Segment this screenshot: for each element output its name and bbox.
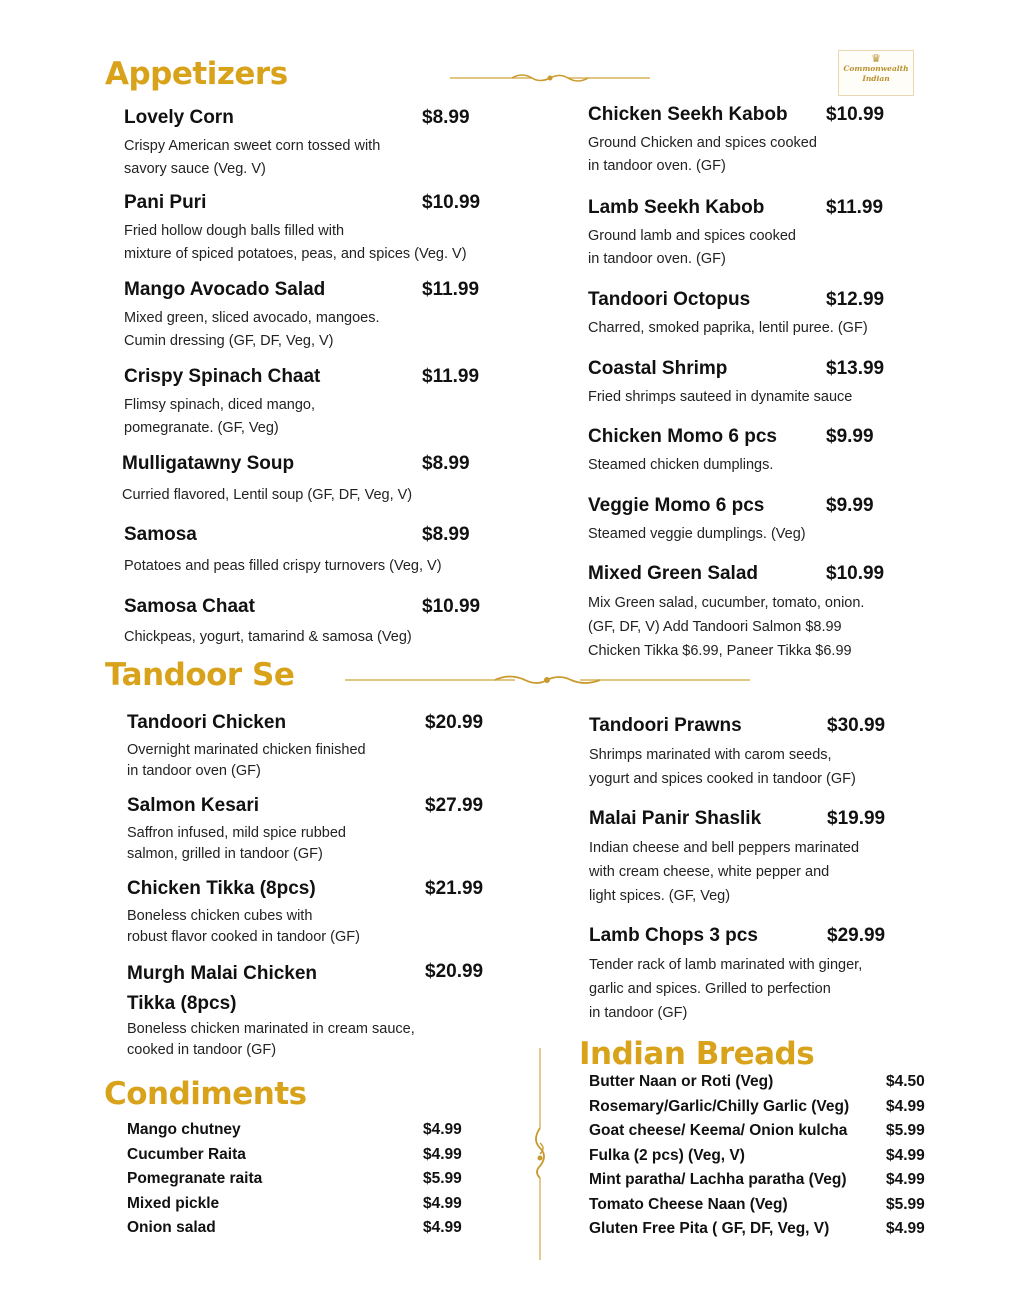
item-price: $11.99 bbox=[422, 279, 480, 300]
menu-item bbox=[122, 453, 502, 507]
item-description: Mix Green salad, cucumber, tomato, onion. (GF, DF, V) Add Tandoori Salmon $8.99 Chicken Tikka $6.99, Paneer Tikka $6.99 bbox=[588, 595, 865, 659]
condiments-list bbox=[127, 1121, 472, 1244]
condiment-name: Cucumber Raita bbox=[127, 1145, 246, 1163]
item-description: Shrimps marinated with carom seeds, yogurt and spices cooked in tandoor (GF) bbox=[589, 747, 856, 787]
menu-item bbox=[124, 107, 504, 181]
item-price: $10.99 bbox=[826, 563, 885, 584]
item-name: Malai Panir Shaslik bbox=[589, 808, 762, 829]
breads-list bbox=[589, 1073, 934, 1245]
item-description: Potatoes and peas filled crispy turnovers (Veg, V) bbox=[124, 558, 442, 574]
item-name: Chicken Momo 6 pcs bbox=[588, 426, 777, 447]
appetizers-divider-ornament bbox=[450, 68, 650, 88]
condiments-title: Condiments bbox=[104, 1076, 307, 1112]
item-name: Lovely Corn bbox=[124, 107, 234, 128]
item-price: $10.99 bbox=[826, 104, 885, 125]
menu-item bbox=[588, 358, 898, 409]
menu-item bbox=[124, 192, 504, 266]
condiment-name: Onion salad bbox=[127, 1219, 216, 1236]
item-description: Crispy American sweet corn tossed with savory sauce (Veg. V) bbox=[124, 138, 381, 177]
crown-icon: ♛ bbox=[871, 52, 881, 65]
item-price: $9.99 bbox=[826, 426, 874, 447]
menu-item bbox=[588, 289, 898, 340]
item-price: $10.99 bbox=[422, 192, 481, 213]
condiment-name: Pomegranate raita bbox=[127, 1170, 263, 1187]
indian-breads-title: Indian Breads bbox=[579, 1036, 815, 1072]
menu-item bbox=[124, 596, 504, 649]
bread-row bbox=[589, 1122, 934, 1147]
item-price: $29.99 bbox=[827, 925, 886, 946]
logo-text-line2: Indian bbox=[862, 74, 890, 83]
appetizers-title: Appetizers bbox=[105, 56, 288, 92]
item-description: Saffron infused, mild spice rubbed salmon, grilled in tandoor (GF) bbox=[127, 825, 346, 862]
item-description: Ground Chicken and spices cooked in tandoor oven. (GF) bbox=[588, 135, 817, 174]
item-price: $20.99 bbox=[425, 961, 484, 982]
menu-item bbox=[124, 279, 504, 353]
bread-row bbox=[589, 1098, 934, 1123]
bread-row bbox=[589, 1220, 934, 1245]
item-name: Crispy Spinach Chaat bbox=[124, 366, 321, 387]
item-name: Samosa bbox=[124, 524, 197, 545]
bread-name: Goat cheese/ Keema/ Onion kulcha bbox=[589, 1122, 848, 1139]
item-price: $9.99 bbox=[826, 495, 874, 516]
item-price: $10.99 bbox=[422, 596, 481, 617]
menu-item bbox=[127, 712, 507, 782]
item-name: Lamb Seekh Kabob bbox=[588, 197, 765, 218]
condiment-row bbox=[127, 1170, 472, 1195]
item-description: Steamed chicken dumplings. bbox=[588, 457, 774, 473]
item-description: Ground lamb and spices cooked in tandoor oven. (GF) bbox=[588, 228, 796, 267]
bread-name: Mint paratha/ Lachha paratha (Veg) bbox=[589, 1171, 847, 1188]
item-name: Chicken Tikka (8pcs) bbox=[127, 878, 316, 899]
bread-row bbox=[589, 1196, 934, 1221]
item-name: Tandoori Chicken bbox=[127, 712, 287, 733]
item-name: Veggie Momo 6 pcs bbox=[588, 495, 765, 516]
item-description: Steamed veggie dumplings. (Veg) bbox=[588, 526, 806, 542]
item-name: Tandoori Prawns bbox=[589, 715, 742, 736]
bread-row bbox=[589, 1073, 934, 1098]
bread-price: $4.99 bbox=[886, 1171, 925, 1188]
item-description: Curried flavored, Lentil soup (GF, DF, Veg, V) bbox=[122, 487, 413, 503]
menu-item bbox=[124, 366, 504, 440]
bread-price: $4.99 bbox=[886, 1220, 925, 1237]
item-description: Overnight marinated chicken finished in tandoor oven (GF) bbox=[127, 742, 366, 779]
condiment-price: $4.99 bbox=[423, 1145, 462, 1163]
item-description: Fried shrimps sauteed in dynamite sauce bbox=[588, 389, 853, 405]
condiment-row bbox=[127, 1195, 472, 1220]
item-price: $11.99 bbox=[826, 197, 884, 218]
menu-item bbox=[127, 795, 507, 865]
menu-item bbox=[588, 104, 898, 178]
item-price: $20.99 bbox=[425, 712, 484, 733]
item-price: $8.99 bbox=[422, 453, 470, 474]
bread-name: Fulka (2 pcs) (Veg, V) bbox=[589, 1146, 745, 1164]
bread-price: $5.99 bbox=[886, 1195, 925, 1213]
bread-price: $4.99 bbox=[886, 1146, 925, 1164]
bread-price: $5.99 bbox=[886, 1122, 925, 1139]
condiment-row bbox=[127, 1121, 472, 1146]
item-description: Mixed green, sliced avocado, mangoes. Cumin dressing (GF, DF, Veg, V) bbox=[124, 310, 380, 349]
item-price: $8.99 bbox=[422, 107, 470, 128]
bread-name: Gluten Free Pita ( GF, DF, Veg, V) bbox=[589, 1220, 830, 1237]
condiment-name: Mango chutney bbox=[127, 1121, 241, 1138]
menu-item bbox=[127, 959, 507, 1061]
bread-price: $4.50 bbox=[886, 1073, 925, 1090]
item-price: $21.99 bbox=[425, 878, 484, 899]
item-description: Boneless chicken marinated in cream sauce, cooked in tandoor (GF) bbox=[127, 1021, 415, 1058]
menu-item bbox=[589, 925, 909, 1025]
item-description: Flimsy spinach, diced mango, pomegranate. (GF, Veg) bbox=[124, 397, 315, 436]
bread-row bbox=[589, 1147, 934, 1172]
item-name: Mango Avocado Salad bbox=[124, 279, 326, 300]
item-price: $27.99 bbox=[425, 795, 484, 816]
item-price: $12.99 bbox=[826, 289, 885, 310]
item-price: $13.99 bbox=[826, 358, 885, 379]
item-description: Chickpeas, yogurt, tamarind & samosa (Veg) bbox=[124, 629, 412, 645]
item-price: $19.99 bbox=[827, 808, 886, 829]
condiment-row bbox=[127, 1219, 472, 1244]
restaurant-logo bbox=[838, 50, 914, 96]
item-price: $8.99 bbox=[422, 524, 470, 545]
item-price: $30.99 bbox=[827, 715, 886, 736]
menu-item bbox=[588, 197, 898, 271]
item-name: Coastal Shrimp bbox=[588, 358, 728, 379]
menu-item bbox=[588, 563, 908, 663]
item-name: Samosa Chaat bbox=[124, 596, 255, 617]
item-name: Mulligatawny Soup bbox=[122, 453, 295, 474]
menu-item bbox=[124, 524, 504, 578]
item-price: $11.99 bbox=[422, 366, 480, 387]
bread-name: Rosemary/Garlic/Chilly Garlic (Veg) bbox=[589, 1097, 850, 1115]
item-name: Chicken Seekh Kabob bbox=[588, 104, 788, 125]
vertical-divider-ornament bbox=[526, 1048, 554, 1260]
item-description: Indian cheese and bell peppers marinated with cream cheese, white pepper and light spices. (GF, Veg) bbox=[589, 840, 860, 904]
bread-row bbox=[589, 1171, 934, 1196]
item-description: Boneless chicken cubes with robust flavor cooked in tandoor (GF) bbox=[127, 908, 360, 945]
logo-text-line1: Commonwealth bbox=[843, 64, 909, 73]
menu-item bbox=[589, 715, 909, 791]
tandoor-se-title: Tandoor Se bbox=[105, 657, 295, 693]
item-name: Tandoori Octopus bbox=[588, 289, 751, 310]
menu-item bbox=[588, 495, 898, 546]
item-description: Fried hollow dough balls filled with mixture of spiced potatoes, peas, and spices (Veg. V) bbox=[124, 223, 467, 262]
item-name: Murgh Malai Chicken Tikka (8pcs) bbox=[127, 963, 318, 1014]
condiment-row bbox=[127, 1146, 472, 1171]
bread-name: Butter Naan or Roti (Veg) bbox=[589, 1073, 774, 1090]
condiment-price: $4.99 bbox=[423, 1194, 462, 1212]
menu-item bbox=[588, 426, 898, 477]
menu-item bbox=[589, 808, 909, 908]
item-name: Pani Puri bbox=[124, 192, 207, 213]
item-name: Salmon Kesari bbox=[127, 795, 259, 816]
menu-item bbox=[127, 878, 507, 948]
condiment-name: Mixed pickle bbox=[127, 1194, 220, 1212]
item-description: Charred, smoked paprika, lentil puree. (GF) bbox=[588, 320, 868, 336]
item-name: Mixed Green Salad bbox=[588, 563, 759, 584]
condiment-price: $5.99 bbox=[423, 1170, 462, 1187]
condiment-price: $4.99 bbox=[423, 1121, 462, 1138]
condiment-price: $4.99 bbox=[423, 1219, 462, 1236]
bread-price: $4.99 bbox=[886, 1097, 925, 1115]
bread-name: Tomato Cheese Naan (Veg) bbox=[589, 1195, 788, 1213]
item-name: Lamb Chops 3 pcs bbox=[589, 925, 758, 946]
tandoor-divider-ornament bbox=[345, 670, 750, 690]
item-description: Tender rack of lamb marinated with ginger, garlic and spices. Grilled to perfection in tandoor (GF) bbox=[589, 957, 863, 1021]
